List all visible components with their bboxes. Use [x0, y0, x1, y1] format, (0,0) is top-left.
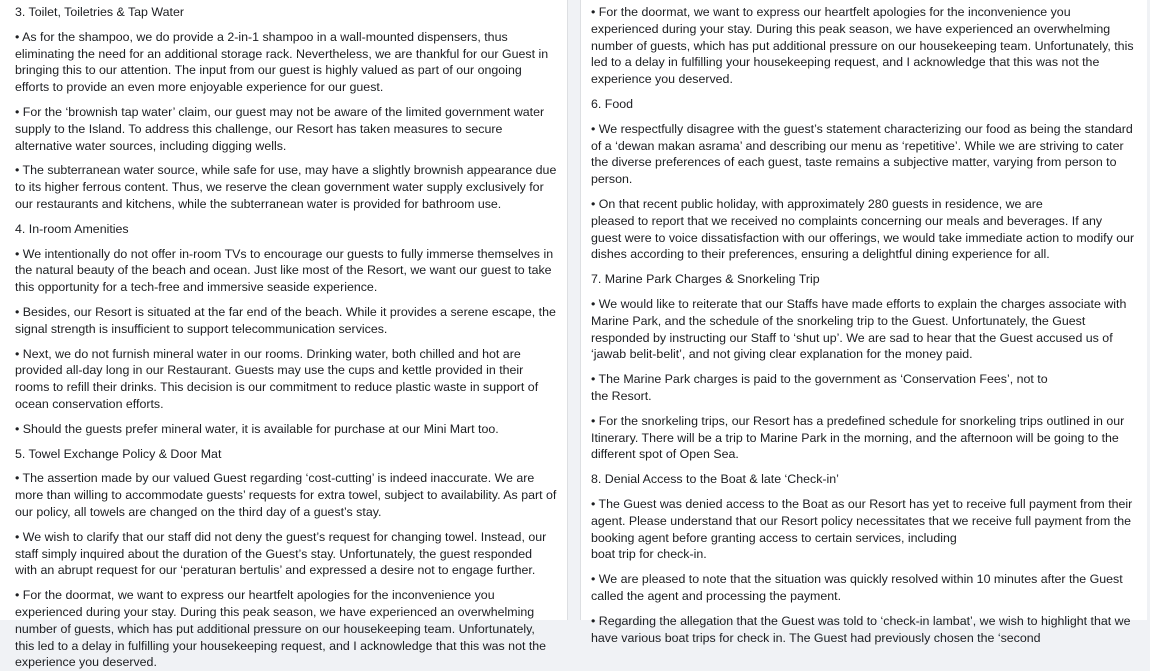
section-4-paragraph-1: • We intentionally do not offer in-room TVs to encourage our guests to fully immerse themselves in the natural beauty of the beach and ocean. Just like most of the Resort, we want our guest to take this opportunity for a tech-free and immersive seaside experience.: [15, 246, 554, 295]
section-6-paragraph-2-line-1: • On that recent public holiday, with approximately 280 guests in residence, we are: [591, 196, 1043, 211]
section-7-paragraph-2-rest: the Resort.: [591, 388, 652, 403]
section-6-title: 6. Food: [591, 96, 634, 111]
section-4-title: 4. In-room Amenities: [15, 221, 129, 236]
section-8-paragraph-1-rest: boat trip for check-in.: [591, 547, 707, 562]
section-7-title: 7. Marine Park Charges & Snorkeling Trip: [591, 272, 820, 287]
right-column: [580, 0, 1147, 645]
section-6-paragraph-1: • We respectfully disagree with the guest’s statement characterizing our food as being the standard of a ‘dewan makan asrama’ and describing our menu as ‘repetitive’. While we are striving to cater the diverse preferences of each guest, taste remains a subjective matter, varying from person to person.: [591, 121, 1133, 187]
section-5-paragraph-1: • The assertion made by our valued Guest regarding ‘cost-cutting’ is indeed inaccurate. We are more than willing to accommodate guests’ requests for extra towel, subject to availability. As part of our policy, all towels are changed on the third day of a guest’s stay.: [15, 471, 557, 519]
section-8-paragraph-3: • Regarding the allegation that the Guest was told to ‘check-in lambat’, we wish to highlight that we have various boat trips for check in. The Guest had previously chosen the ‘second: [591, 613, 1131, 645]
section-4-paragraph-3: • Next, we do not furnish mineral water in our rooms. Drinking water, both chilled and hot are provided all-day long in our Restaurant. Guests may use the cups and kettle provided in their rooms to refill their drinks. This decision is our commitment to reduce plastic waste in support of ocean conservation efforts.: [15, 346, 539, 411]
section-8-paragraph-1: • The Guest was denied access to the Boat as our Resort has yet to receive full payment from their agent. Please understand that our Resort policy necessitates that we receive full payment from the booking agent before granting access to certain services, including: [591, 496, 1133, 545]
section-7-paragraph-3: • For the snorkeling trips, our Resort has a predefined schedule for snorkeling trips outlined in our Itinerary. There will be a trip to Marine Park in the morning, and the afternoon will be going to the different spot of Open Sea.: [591, 413, 1125, 462]
section-3-paragraph-3: • The subterranean water source, while safe for use, may have a slightly brownish appearance due to its higher ferrous content. Thus, we reserve the clean government water supply exclusively for our restaurants and kitchens, while the subterranean water is provided for bathroom use.: [15, 163, 557, 211]
section-8-paragraph-2: • We are pleased to note that the situation was quickly resolved within 10 minutes after the Guest called the agent and processing the payment.: [591, 572, 1123, 603]
section-7-paragraph-1: • We would like to reiterate that our Staffs have made efforts to explain the charges associate with Marine Park, and the schedule of the snorkeling trip to the Guest. Unfortunately, the Guest responded by instructing our Staff to ‘shut up’. We are sad to hear that the Guest accused us of ‘jawab belit-belit’, and not giving clear explanation for the money paid.: [591, 296, 1127, 362]
section-4-paragraph-4: • Should the guests prefer mineral water, it is available for purchase at our Mini Mart too.: [15, 421, 499, 436]
section-4-paragraph-2: • Besides, our Resort is situated at the far end of the beach. While it provides a serene escape, the signal strength is insufficient to support telecommunication services.: [15, 304, 556, 336]
section-5-paragraph-3-continued: • For the doormat, we want to express our heartfelt apologies for the inconvenience you experienced during your stay. During this peak season, we have experienced an overwhelming number of guests, which has put additional pressure on our housekeeping team. Unfortunately, this led to a delay in fulfilling your housekeeping request, and I acknowledge that this was not the experience you deserved.: [591, 5, 1134, 87]
section-3-paragraph-1: • As for the shampoo, we do provide a 2-in-1 shampoo in a wall-mounted dispensers, thus eliminating the need for an additional storage rack. Nevertheless, we are thankful for our Guest in bringing this to our attention. The input from our guest is highly valued as part of our ongoing efforts to provide an even more enjoyable experience for our guest.: [15, 29, 549, 95]
section-5-paragraph-3: • For the doormat, we want to express our heartfelt apologies for the inconvenience you experienced during your stay. During this peak season, we have experienced an overwhelming number of guests, which has put additional pressure on our housekeeping team. Unfortunately, this led to a delay in fulfilling your housekeeping request, and I acknowledge that this was not the experience you deserved.: [15, 588, 547, 670]
section-5-paragraph-2: • We wish to clarify that our staff did not deny the guest’s request for changing towel. Instead, our staff simply inquired about the duration of the Guest’s stay. Unfortunately, the guest responded with an abrupt request for our ‘peraturan bertulis’ and expressed a desire not to engage further.: [15, 529, 547, 578]
section-5-title: 5. Towel Exchange Policy & Door Mat: [15, 446, 222, 461]
section-3-title: 3. Toilet, Toiletries & Tap Water: [15, 5, 184, 19]
section-7-paragraph-2-line-1: • The Marine Park charges is paid to the government as ‘Conservation Fees’, not to: [591, 372, 1048, 387]
section-8-title: 8. Denial Access to the Boat & late ‘Check-in’: [591, 472, 839, 487]
section-6-paragraph-2-rest: pleased to report that we received no complaints concerning our meals and beverages. If any guest were to voice dissatisfaction with our offerings, we would take immediate action to modify our dishes according to their preferences, ensuring a delightful dining experience for all.: [591, 213, 1135, 262]
section-3-paragraph-2: • For the ‘brownish tap water’ claim, our guest may not be aware of the limited government water supply to the Island. To address this challenge, our Resort has taken measures to secure alternative water sources, including digging wells.: [15, 104, 545, 153]
left-column: [0, 0, 568, 670]
